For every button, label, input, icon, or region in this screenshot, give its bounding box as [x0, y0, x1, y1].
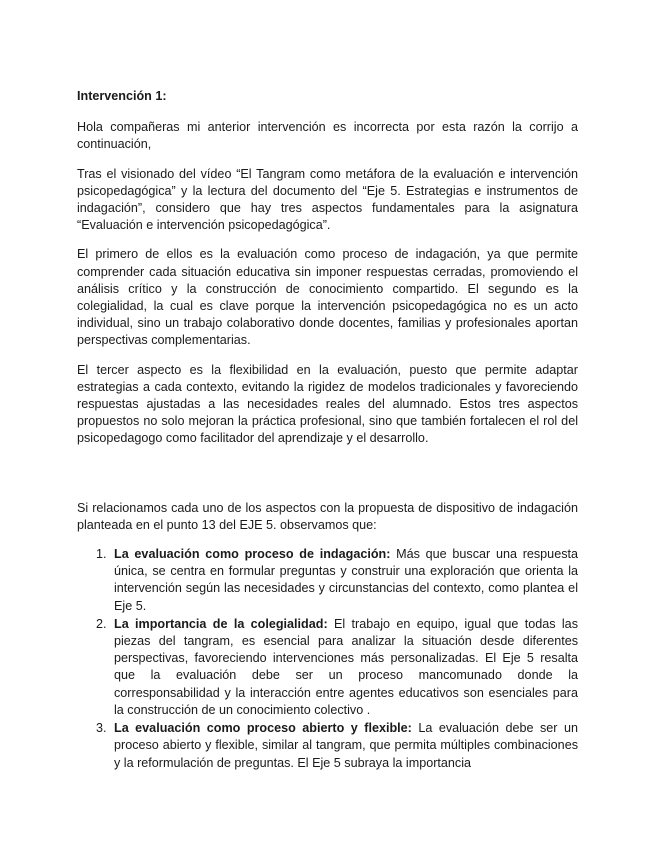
list-item	[77, 720, 578, 772]
paragraph-first-second-aspects: El primero de ellos es la evaluación como proceso de indagación, ya que permite comprender cada situación educativa sin imponer respuestas cerradas, promoviendo el análisis crítico y la construcción de conocimiento compartido. El segundo es la colegialidad, la cual es clave porque la intervención psicopedagógica no es un acto individual, sino un trabajo colaborativo donde docentes, familias y profesionales aportan perspectivas complementarias.	[77, 247, 578, 348]
list-item-text: Más que buscar una respuesta única, se centra en formular preguntas y construir una exploración que orienta la intervención según las necesidades y circunstancias del contexto, como plantea el Eje 5.	[114, 547, 578, 613]
list-item-number: 3.	[96, 721, 107, 736]
paragraph-context: Tras el visionado del vídeo “El Tangram como metáfora de la evaluación e intervención psicopedagógica” y la lectura del documento del “Eje 5. Estrategias e instrumentos de indagación”, considero que hay tres aspectos fundamentales para la asignatura “Evaluación e intervención psicopedagógica”.	[77, 166, 578, 233]
document-page	[77, 88, 578, 773]
list-item-number: 1.	[96, 547, 107, 562]
list-item	[77, 616, 578, 719]
list-item	[77, 546, 578, 615]
numbered-list	[77, 546, 578, 772]
list-item-heading: La evaluación como proceso abierto y flexible:	[114, 721, 412, 736]
document-title: Intervención 1:	[77, 89, 167, 103]
list-item-text: El trabajo en equipo, igual que todas las piezas del tangram, es esencial para analizar la situación desde diferentes perspectivas, favoreciendo intervenciones más personalizadas. El Eje 5 resalta que la evaluación debe ser un proceso mancomunado donde la corresponsabilidad y la interacción entre agentes educativos son esenciales para la construcción de un conocimiento colectivo .	[114, 616, 578, 717]
paragraph-intro: Hola compañeras mi anterior intervención es incorrecta por esta razón la corrijo a continuación,	[77, 120, 578, 152]
paragraph-third-aspect: El tercer aspecto es la flexibilidad en la evaluación, puesto que permite adaptar estrategias a cada contexto, evitando la rigidez de modelos tradicionales y favoreciendo respuestas ajustadas a las necesidades reales del alumnado. Estos tres aspectos propuestos no solo mejoran la práctica profesional, sino que también fortalecen el rol del psicopedagogo como facilitador del aprendizaje y el desarrollo.	[77, 362, 578, 446]
spacer	[77, 460, 578, 500]
list-item-number: 2.	[96, 616, 107, 631]
list-item-heading: La importancia de la colegialidad:	[114, 616, 328, 631]
paragraph-relation: Si relacionamos cada uno de los aspectos con la propuesta de dispositivo de indagación planteada en el punto 13 del EJE 5. observamos que:	[77, 500, 578, 532]
list-item-heading: La evaluación como proceso de indagación:	[114, 547, 391, 562]
list-item-text: La evaluación debe ser un proceso abierto y flexible, similar al tangram, que permita múltiples combinaciones y la reformulación de preguntas. El Eje 5 subraya la importancia	[114, 721, 578, 770]
